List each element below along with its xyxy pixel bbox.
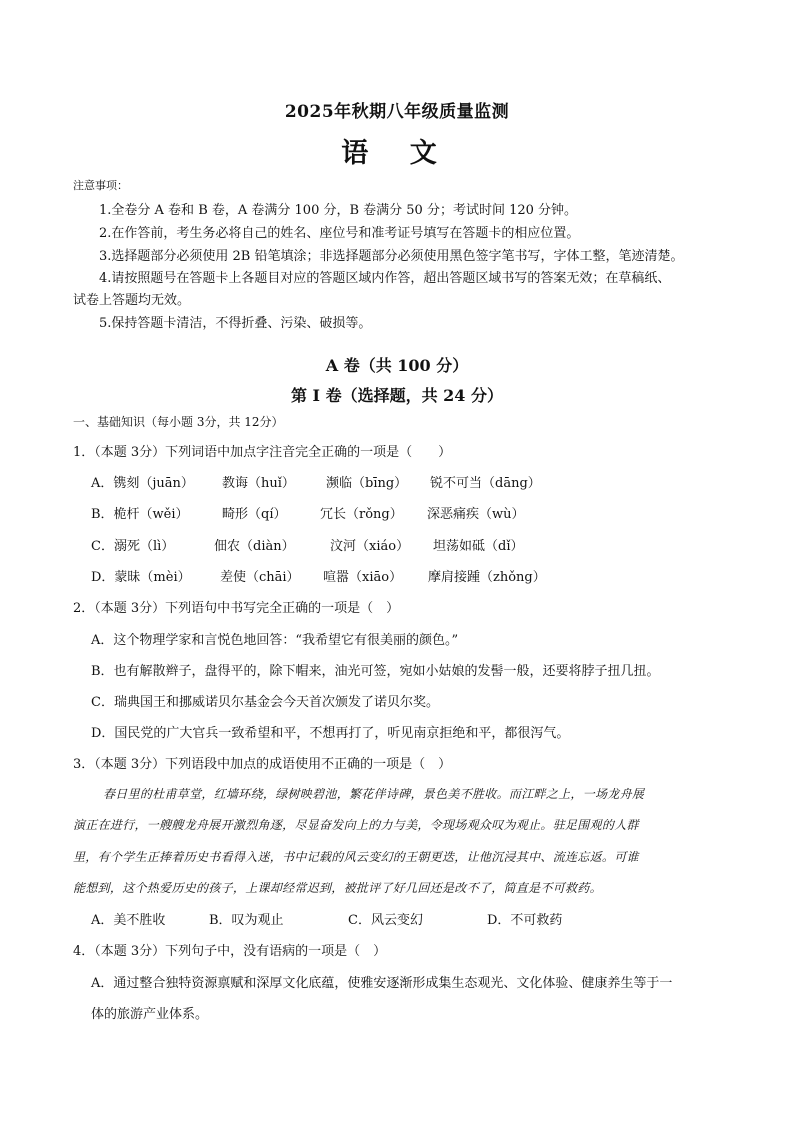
q1-option-c-4: 坦荡如砥（dǐ） <box>433 539 524 554</box>
q4-option-a: A．通过整合独特资源禀赋和深厚文化底蕴，使雅安逐渐形成集生态观光、文化体验、健康养生等于一 <box>91 976 673 991</box>
q3-passage-line: 里，有个学生正捧着历史书看得入迷，书中记载的风云变幻的王朝更迭，让他沉浸其中、流连忘返。可谁 <box>73 850 639 864</box>
q1-option-a-4: 锐不可当（dāng） <box>430 476 541 491</box>
question-3-stem: 3．（本题 3分）下列语段中加点的成语使用不正确的一项是（ ） <box>73 757 452 772</box>
q2-option-d: D．国民党的广大官兵一致希望和平，不想再打了，听见南京拒绝和平，都很泻气。 <box>91 726 570 741</box>
q1-option-b-2: 畸形（qí） <box>222 507 287 522</box>
q1-option-c-3: 汶河（xiáo） <box>330 539 410 554</box>
q1-option-d-3: 喧嚣（xiāo） <box>323 570 403 585</box>
notice-item: 3.选择题部分必须使用 2B 铅笔填涂；非选择题部分必须使用黑色签字笔书写，字体工整，笔迹清楚。 <box>99 249 684 264</box>
q1-option-d-1: D．蒙昧（mèi） <box>91 570 191 585</box>
q1-option-c-1: C．溺死（lì） <box>91 539 175 554</box>
subject-title: 语 文 <box>341 138 453 169</box>
notice-item: 5.保持答题卡清洁，不得折叠、污染、破损等。 <box>99 316 372 331</box>
q3-passage-line: 演正在进行，一艘艘龙舟展开激烈角逐，尽显奋发向上的力与美，令现场观众叹为观止。驻足围观的人群 <box>73 818 639 832</box>
question-2-stem: 2．（本题 3分）下列语句中书写完全正确的一项是（ ） <box>73 601 400 616</box>
q1-option-a-1: A．镌刻（juān） <box>91 476 194 491</box>
section-a-heading: A 卷（共 100 分） <box>325 356 469 375</box>
q1-option-d-4: 摩肩接踵（zhǒng） <box>428 570 546 585</box>
q2-option-b: B．也有解散辫子，盘得平的，除下帽来，油光可签，宛如小姑娘的发髻一般，还要将脖子扭几扭。 <box>91 664 660 679</box>
q3-option-d: D．不可救药 <box>487 913 563 928</box>
question-4-stem: 4．（本题 3分）下列句子中，没有语病的一项是（ ） <box>73 944 387 959</box>
question-1-stem: 1．（本题 3分）下列词语中加点字注音完全正确的一项是（ ） <box>73 445 452 460</box>
q1-option-b-3: 冗长（rǒng） <box>320 507 403 522</box>
exam-title: 2025年秋期八年级质量监测 <box>284 102 510 122</box>
notice-item: 2.在作答前，考生务必将自己的姓名、座位号和准考证号填写在答题卡的相应位置。 <box>99 226 580 241</box>
q2-option-a: A．这个物理学家和言悦色地回答：“我希望它有很美丽的颜色。” <box>91 633 459 648</box>
q3-option-a: A．美不胜收 <box>91 913 166 928</box>
q1-option-b-1: B．桅杆（wěi） <box>91 507 189 522</box>
q1-option-a-2: 教诲（huǐ） <box>222 476 295 491</box>
q3-passage-line: 春日里的杜甫草堂，红墙环绕，绿树映碧池，繁花伴诗碑，景色美不胜收。而江畔之上，一场龙舟展 <box>103 787 645 801</box>
q3-option-c: C．风云变幻 <box>348 913 423 928</box>
notice-item-continued: 试卷上答题均无效。 <box>73 293 191 308</box>
q4-option-a-continued: 体的旅游产业体系。 <box>91 1007 209 1022</box>
part-1-heading: 一、基础知识（每小题 3分，共 12分） <box>73 415 284 429</box>
q1-option-c-2: 佃农（diàn） <box>214 539 295 554</box>
notice-item: 4.请按照题号在答题卡上各题目对应的答题区域内作答，超出答题区域书写的答案无效；在草稿纸、 <box>99 271 671 286</box>
q1-option-b-4: 深恶痛疾（wù） <box>427 507 525 522</box>
q3-passage-line: 能想到，这个热爱历史的孩子，上课却经常迟到，被批评了好几回还是改不了，简直是不可救药。 <box>73 881 602 895</box>
q1-option-d-2: 差使（chāi） <box>220 570 300 585</box>
q3-option-b: B．叹为观止 <box>209 913 284 928</box>
volume-1-heading: 第 I 卷（选择题，共 24 分） <box>290 386 504 405</box>
notice-heading: 注意事项： <box>73 179 128 192</box>
q1-option-a-3: 濒临（bīng） <box>326 476 408 491</box>
q2-option-c: C．瑞典国王和挪威诺贝尔基金会今天首次颁发了诺贝尔奖。 <box>91 695 439 710</box>
notice-item: 1.全卷分 A 卷和 B 卷，A 卷满分 100 分，B 卷满分 50 分；考试时间 120 分钟。 <box>99 203 578 218</box>
